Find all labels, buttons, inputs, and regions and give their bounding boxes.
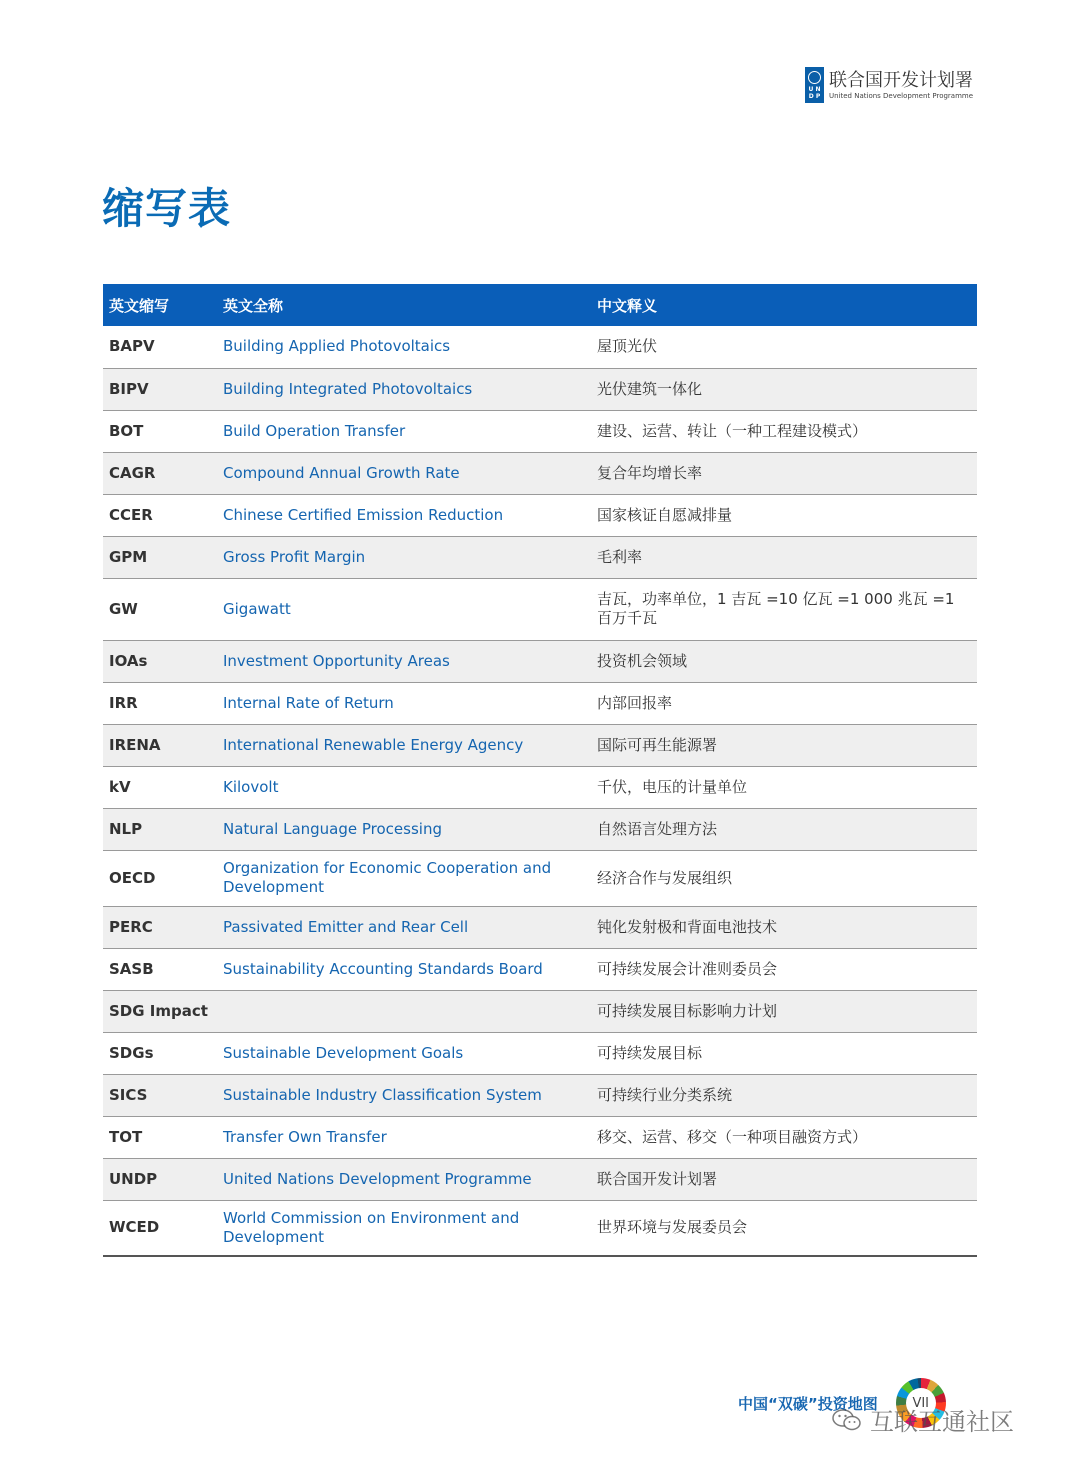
table-row <box>103 850 977 906</box>
table-row <box>103 368 977 410</box>
abbr-cell: CCER <box>103 494 217 536</box>
chinese-cell: 世界环境与发展委员会 <box>591 1200 977 1256</box>
table-row <box>103 536 977 578</box>
abbr-cell: kV <box>103 766 217 808</box>
logo-en-text: United Nations Development Programme <box>829 91 974 100</box>
wechat-icon <box>832 1408 862 1432</box>
table-row <box>103 410 977 452</box>
chinese-cell: 移交、运营、移交（一种项目融资方式） <box>591 1116 977 1158</box>
chinese-cell: 可持续发展目标影响力计划 <box>591 990 977 1032</box>
abbr-cell: IRENA <box>103 724 217 766</box>
logo-cn-text: 联合国开发计划署 <box>829 69 973 91</box>
table-row <box>103 494 977 536</box>
footer-title: 中国“双碳”投资地图 <box>738 1394 878 1413</box>
abbr-cell: PERC <box>103 906 217 948</box>
watermark-text: 互联互通社区 <box>870 1408 1014 1436</box>
full-name-cell: Organization for Economic Cooperation and Development <box>217 850 591 906</box>
page-title: 缩写表 <box>102 184 232 233</box>
table-header-row <box>103 284 977 326</box>
chinese-cell: 国家核证自愿减排量 <box>591 494 977 536</box>
table-row <box>103 682 977 724</box>
full-name-cell: Build Operation Transfer <box>217 410 591 452</box>
chinese-cell: 经济合作与发展组织 <box>591 850 977 906</box>
abbr-cell: IRR <box>103 682 217 724</box>
full-name-cell: Building Integrated Photovoltaics <box>217 368 591 410</box>
chinese-cell: 钝化发射极和背面电池技术 <box>591 906 977 948</box>
abbr-cell: SICS <box>103 1074 217 1116</box>
table-row <box>103 906 977 948</box>
table-row <box>103 1116 977 1158</box>
abbr-cell: NLP <box>103 808 217 850</box>
chinese-cell: 毛利率 <box>591 536 977 578</box>
chinese-cell: 屋顶光伏 <box>591 326 977 368</box>
table-row <box>103 990 977 1032</box>
table-row <box>103 1032 977 1074</box>
abbreviation-table <box>103 284 977 1257</box>
full-name-cell: Transfer Own Transfer <box>217 1116 591 1158</box>
full-name-cell: Natural Language Processing <box>217 808 591 850</box>
chinese-cell: 投资机会领域 <box>591 640 977 682</box>
full-name-cell: Gigawatt <box>217 578 591 640</box>
table-row <box>103 452 977 494</box>
abbr-cell: SASB <box>103 948 217 990</box>
page-number: VII <box>906 1388 936 1418</box>
table-row <box>103 766 977 808</box>
chinese-cell: 国际可再生能源署 <box>591 724 977 766</box>
abbr-cell: UNDP <box>103 1158 217 1200</box>
abbr-cell: OECD <box>103 850 217 906</box>
full-name-cell: Sustainable Industry Classification System <box>217 1074 591 1116</box>
abbr-cell: BOT <box>103 410 217 452</box>
chinese-cell: 联合国开发计划署 <box>591 1158 977 1200</box>
table-row <box>103 1158 977 1200</box>
header-chinese: 中文释义 <box>591 284 977 326</box>
table-row <box>103 808 977 850</box>
full-name-cell: Chinese Certified Emission Reduction <box>217 494 591 536</box>
abbr-cell: BIPV <box>103 368 217 410</box>
full-name-cell: World Commission on Environment and Development <box>217 1200 591 1256</box>
full-name-cell: Kilovolt <box>217 766 591 808</box>
table-row <box>103 724 977 766</box>
table-row <box>103 578 977 640</box>
chinese-cell: 可持续行业分类系统 <box>591 1074 977 1116</box>
chinese-cell: 自然语言处理方法 <box>591 808 977 850</box>
abbr-cell: GW <box>103 578 217 640</box>
abbr-cell: IOAs <box>103 640 217 682</box>
table-row <box>103 326 977 368</box>
chinese-cell: 千伏，电压的计量单位 <box>591 766 977 808</box>
full-name-cell: Gross Profit Margin <box>217 536 591 578</box>
abbr-cell: GPM <box>103 536 217 578</box>
undp-logo <box>805 67 973 103</box>
table-row <box>103 640 977 682</box>
abbr-cell: CAGR <box>103 452 217 494</box>
chinese-cell: 可持续发展目标 <box>591 1032 977 1074</box>
abbr-cell: SDGs <box>103 1032 217 1074</box>
table-row <box>103 948 977 990</box>
chinese-cell: 复合年均增长率 <box>591 452 977 494</box>
chinese-cell: 内部回报率 <box>591 682 977 724</box>
abbr-cell: SDG Impact <box>103 990 217 1032</box>
full-name-cell <box>217 990 591 1032</box>
full-name-cell: United Nations Development Programme <box>217 1158 591 1200</box>
table-row <box>103 1200 977 1256</box>
full-name-cell: International Renewable Energy Agency <box>217 724 591 766</box>
full-name-cell: Compound Annual Growth Rate <box>217 452 591 494</box>
full-name-cell: Investment Opportunity Areas <box>217 640 591 682</box>
header-abbr: 英文缩写 <box>103 284 217 326</box>
chinese-cell: 吉瓦，功率单位，1 吉瓦 =10 亿瓦 =1 000 兆瓦 =1 百万千瓦 <box>591 578 977 640</box>
abbr-cell: BAPV <box>103 326 217 368</box>
full-name-cell: Internal Rate of Return <box>217 682 591 724</box>
full-name-cell: Sustainability Accounting Standards Board <box>217 948 591 990</box>
chinese-cell: 可持续发展会计准则委员会 <box>591 948 977 990</box>
watermark <box>832 1402 1014 1437</box>
header-full-name: 英文全称 <box>217 284 591 326</box>
full-name-cell: Passivated Emitter and Rear Cell <box>217 906 591 948</box>
table-row <box>103 1074 977 1116</box>
full-name-cell: Building Applied Photovoltaics <box>217 326 591 368</box>
full-name-cell: Sustainable Development Goals <box>217 1032 591 1074</box>
chinese-cell: 建设、运营、转让（一种工程建设模式） <box>591 410 977 452</box>
abbr-cell: WCED <box>103 1200 217 1256</box>
abbr-cell: TOT <box>103 1116 217 1158</box>
chinese-cell: 光伏建筑一体化 <box>591 368 977 410</box>
undp-emblem-icon: U N D P <box>805 67 824 103</box>
